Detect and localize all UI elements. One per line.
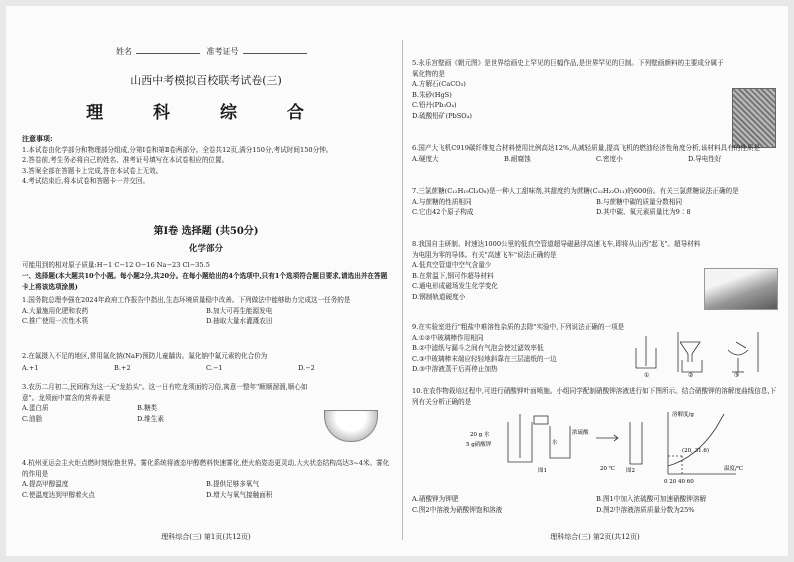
mural-image (732, 88, 776, 148)
figure-label: 浓硫酸 (572, 430, 589, 436)
option-a[interactable]: A.方解石(CaCO₃) (412, 80, 466, 89)
figure-label: 20 ℃ (600, 466, 615, 472)
noodle-bowl-image (324, 410, 378, 442)
option-c[interactable]: C.油脂 (22, 414, 43, 423)
data-label: (20, 31.6) (682, 448, 710, 454)
option-d[interactable]: D.其中碳、氧元素质量比为9∶8 (596, 208, 691, 217)
option-a[interactable]: A.硝酸钾为钾肥 (412, 495, 459, 503)
question-stem: 3.农历二月初二,民间称为这一天"龙抬头"。这一日有吃龙须面的习俗,寓意一整年"顺顺溜溜,顺心如意"。龙须面中富含的营养素是 (22, 383, 308, 402)
option-b[interactable]: B.+2 (114, 363, 131, 372)
option-c[interactable]: C.−1 (206, 363, 223, 372)
option-b[interactable]: B.提供足够多氧气 (206, 480, 260, 489)
figure-label: 5 g硝酸钾 (466, 442, 492, 448)
option-d[interactable]: D.图2中溶液溶质质量分数为25% (596, 505, 695, 514)
option-c[interactable]: C.③中玻璃棒末端应轻轻地斜靠在三层滤纸的一边 (412, 354, 557, 363)
id-blank[interactable] (243, 53, 307, 54)
question-6 (412, 143, 780, 164)
maglev-train-image (704, 268, 778, 310)
question-7 (412, 186, 780, 218)
question-1 (22, 295, 390, 327)
question-stem: 8.我国自主研制、时速达1000公里的低真空管道超导磁悬浮高速飞车,即将从山西"起飞"。超导材料为电阻为零的导体。有关"高速飞车"说法正确的是 (412, 240, 701, 259)
filtration-apparatus-figure (628, 328, 778, 378)
axis-label: 溶解度/g (672, 412, 694, 418)
option-c[interactable]: C.使温度达到甲醇着火点 (22, 490, 95, 499)
option-d[interactable]: D.③中溶液蒸干后再停止加热 (412, 365, 498, 374)
option-a[interactable]: A.①②中玻璃棒作用相同 (412, 333, 484, 342)
question-2 (22, 351, 390, 373)
figure-label: 图1 (538, 468, 547, 474)
option-b[interactable]: B.与蔗糖中碳的质量分数相同 (596, 197, 683, 206)
option-d[interactable]: D.抽取大量水灌溉农田 (206, 317, 273, 326)
page-footer: 理科综合(三) 第2页(共12页) (550, 533, 640, 541)
option-b[interactable]: B.加大可再生能源发电 (206, 306, 273, 315)
option-b[interactable]: B.②中滤纸与漏斗之间有气泡会使过滤效率低 (412, 344, 544, 353)
option-d[interactable]: D.维生素 (137, 414, 164, 423)
question-stem: 10.在农作物栽培过程中,可进行硝酸钾叶面喷施。小组同学配制硝酸钾溶液进行如下图所示。结合硝酸钾的溶解度曲线信息,下列有关分析正确的是 (412, 387, 777, 406)
option-a[interactable]: A.蛋白质 (22, 404, 49, 413)
tick-labels: 0 20 40 60 (664, 479, 694, 485)
option-a[interactable]: A.提高甲醇温度 (22, 480, 69, 489)
question-3 (22, 382, 312, 424)
question-stem: 6.国产大飞机C919碳纤维复合材料使用比例高达12%,从减轻质量,提高飞机的燃油经济性角度分析,该材料具有的性质是 (412, 144, 761, 152)
question-5 (412, 58, 724, 122)
candidate-header (116, 46, 311, 57)
notes-heading: 注意事项: (22, 134, 53, 143)
instruction: 一、选择题(本大题共10个小题。每小题2分,共20分。在每小题给出的4个选项中,只有1个选项符合题目要求,请选出并在答题卡上将该选项涂黑) (22, 272, 388, 291)
option-c[interactable]: C.密度小 (596, 154, 623, 163)
atomic-masses: 可能用到的相对原子质量:H−1 C−12 O−16 Na−23 Cl−35.5 (22, 261, 210, 269)
question-10 (412, 386, 780, 407)
exam-title: 山西中考模拟百校联考试卷(三) (130, 74, 282, 87)
axis-label: 温度/℃ (724, 466, 744, 472)
question-stem: 7.三氯蔗糖(C₁₂H₁₉Cl₃O₈)是一种人工甜味剂,其甜度约为蔗糖(C₁₂H₂₂O₁₁)的600倍。有关三氯蔗糖说法正确的是 (412, 187, 739, 195)
chem-title: 化学部分 (188, 244, 223, 254)
name-label: 姓名 (116, 47, 132, 56)
solubility-figure (446, 408, 746, 490)
question-9 (412, 322, 627, 375)
figure-label: ② (688, 372, 694, 378)
question-stem: 5.永乐宫壁画《朝元图》是世界绘画史上罕见的巨幅作品,是世界罕见的巨制。下列壁画颜料的主要成分属于氧化物的是 (412, 59, 724, 78)
option-c[interactable]: C.推广使用一次性木筷 (22, 317, 89, 326)
option-a[interactable]: A.+1 (22, 363, 39, 372)
option-c[interactable]: C.它由42个原子构成 (412, 208, 474, 217)
option-a[interactable]: A.硬度大 (412, 154, 439, 163)
page-divider (402, 40, 403, 540)
subject-title: 理 科 综 合 (86, 103, 326, 123)
question-stem: 9.在实验室进行"粗盐中难溶性杂质的去除"实验中,下列说法正确的一项是 (412, 323, 625, 331)
option-b[interactable]: B.糖类 (137, 404, 158, 413)
option-d[interactable]: D.钢制轨道硬度小 (412, 292, 466, 301)
option-a[interactable]: A.低真空管道中空气含量少 (412, 261, 492, 270)
id-label: 准考证号 (206, 47, 239, 56)
question-stem: 1.国务院总理李强在2024年政府工作报告中指出,生态环境质量稳中改善。下列做法中能够助力完成这一任务的是 (22, 296, 351, 304)
notes-item: 4.考试结束后,将本试卷和答题卡一并交回。 (22, 177, 150, 185)
figure-label: 图2 (626, 468, 635, 474)
option-d[interactable]: D.导电性好 (688, 154, 722, 163)
name-blank[interactable] (136, 53, 200, 54)
notes (22, 134, 390, 187)
figure-label: ① (644, 372, 650, 378)
section-title: 第Ⅰ卷 选择题 (共50分) (153, 226, 259, 237)
option-b[interactable]: B.在常温下,钢可作超导材料 (412, 271, 494, 280)
figure-label: 水 (552, 440, 558, 446)
question-stem: 2.在氟摄入不足的地区,常用氟化钠(NaF)预防儿童龋齿。氟化钠中氟元素的化合价为 (22, 352, 268, 360)
option-d[interactable]: D.增大与氧气接触面积 (206, 490, 273, 499)
option-c[interactable]: C.铅丹(Pb₃O₄) (412, 101, 457, 110)
question-8 (412, 239, 702, 303)
page-footer: 理科综合(三) 第1页(共12页) (161, 533, 251, 541)
question-stem: 4.杭州亚运会主火炬点燃时刻惊艳世界。雾化系统将液态甲醇燃料快速雾化,使火焰姿态更灵动,大火状态结构高达3~4米。雾化的作用是 (22, 459, 390, 478)
option-a[interactable]: A.大量施用化肥和农药 (22, 306, 89, 315)
notes-item: 2.答卷前,考生务必将自己的姓名、准考证号填写在本试卷相应的位置。 (22, 156, 229, 164)
left-page (20, 6, 392, 556)
question-4 (22, 458, 390, 500)
notes-item: 1.本试卷由化学部分和物理部分组成,分第Ⅰ卷和第Ⅱ卷两部分。全卷共12页,满分150分,考试时间150分钟。 (22, 145, 333, 154)
right-page (410, 6, 780, 556)
option-c[interactable]: C.图2中溶液为硝酸钾饱和溶液 (412, 505, 503, 514)
figure-label: ③ (734, 372, 740, 378)
option-c[interactable]: C.通电形成磁场发生化学变化 (412, 282, 499, 291)
notes-item: 3.答案全部在答题卡上完成,答在本试卷上无效。 (22, 166, 163, 175)
option-d[interactable]: D.硫酸铅矿(PbSO₄) (412, 111, 472, 120)
question-10-options (412, 494, 780, 515)
option-b[interactable]: B.耐腐蚀 (504, 154, 531, 163)
exam-sheet (6, 6, 788, 556)
figure-label: 20 g 水 (470, 432, 490, 438)
option-b[interactable]: B.图1中加入浓硫酸可加速硝酸钾溶解 (596, 495, 707, 503)
option-d[interactable]: D.−2 (298, 363, 315, 372)
option-b[interactable]: B.朱砂(HgS) (412, 90, 452, 99)
option-a[interactable]: A.与蔗糖的性质相同 (412, 197, 472, 206)
